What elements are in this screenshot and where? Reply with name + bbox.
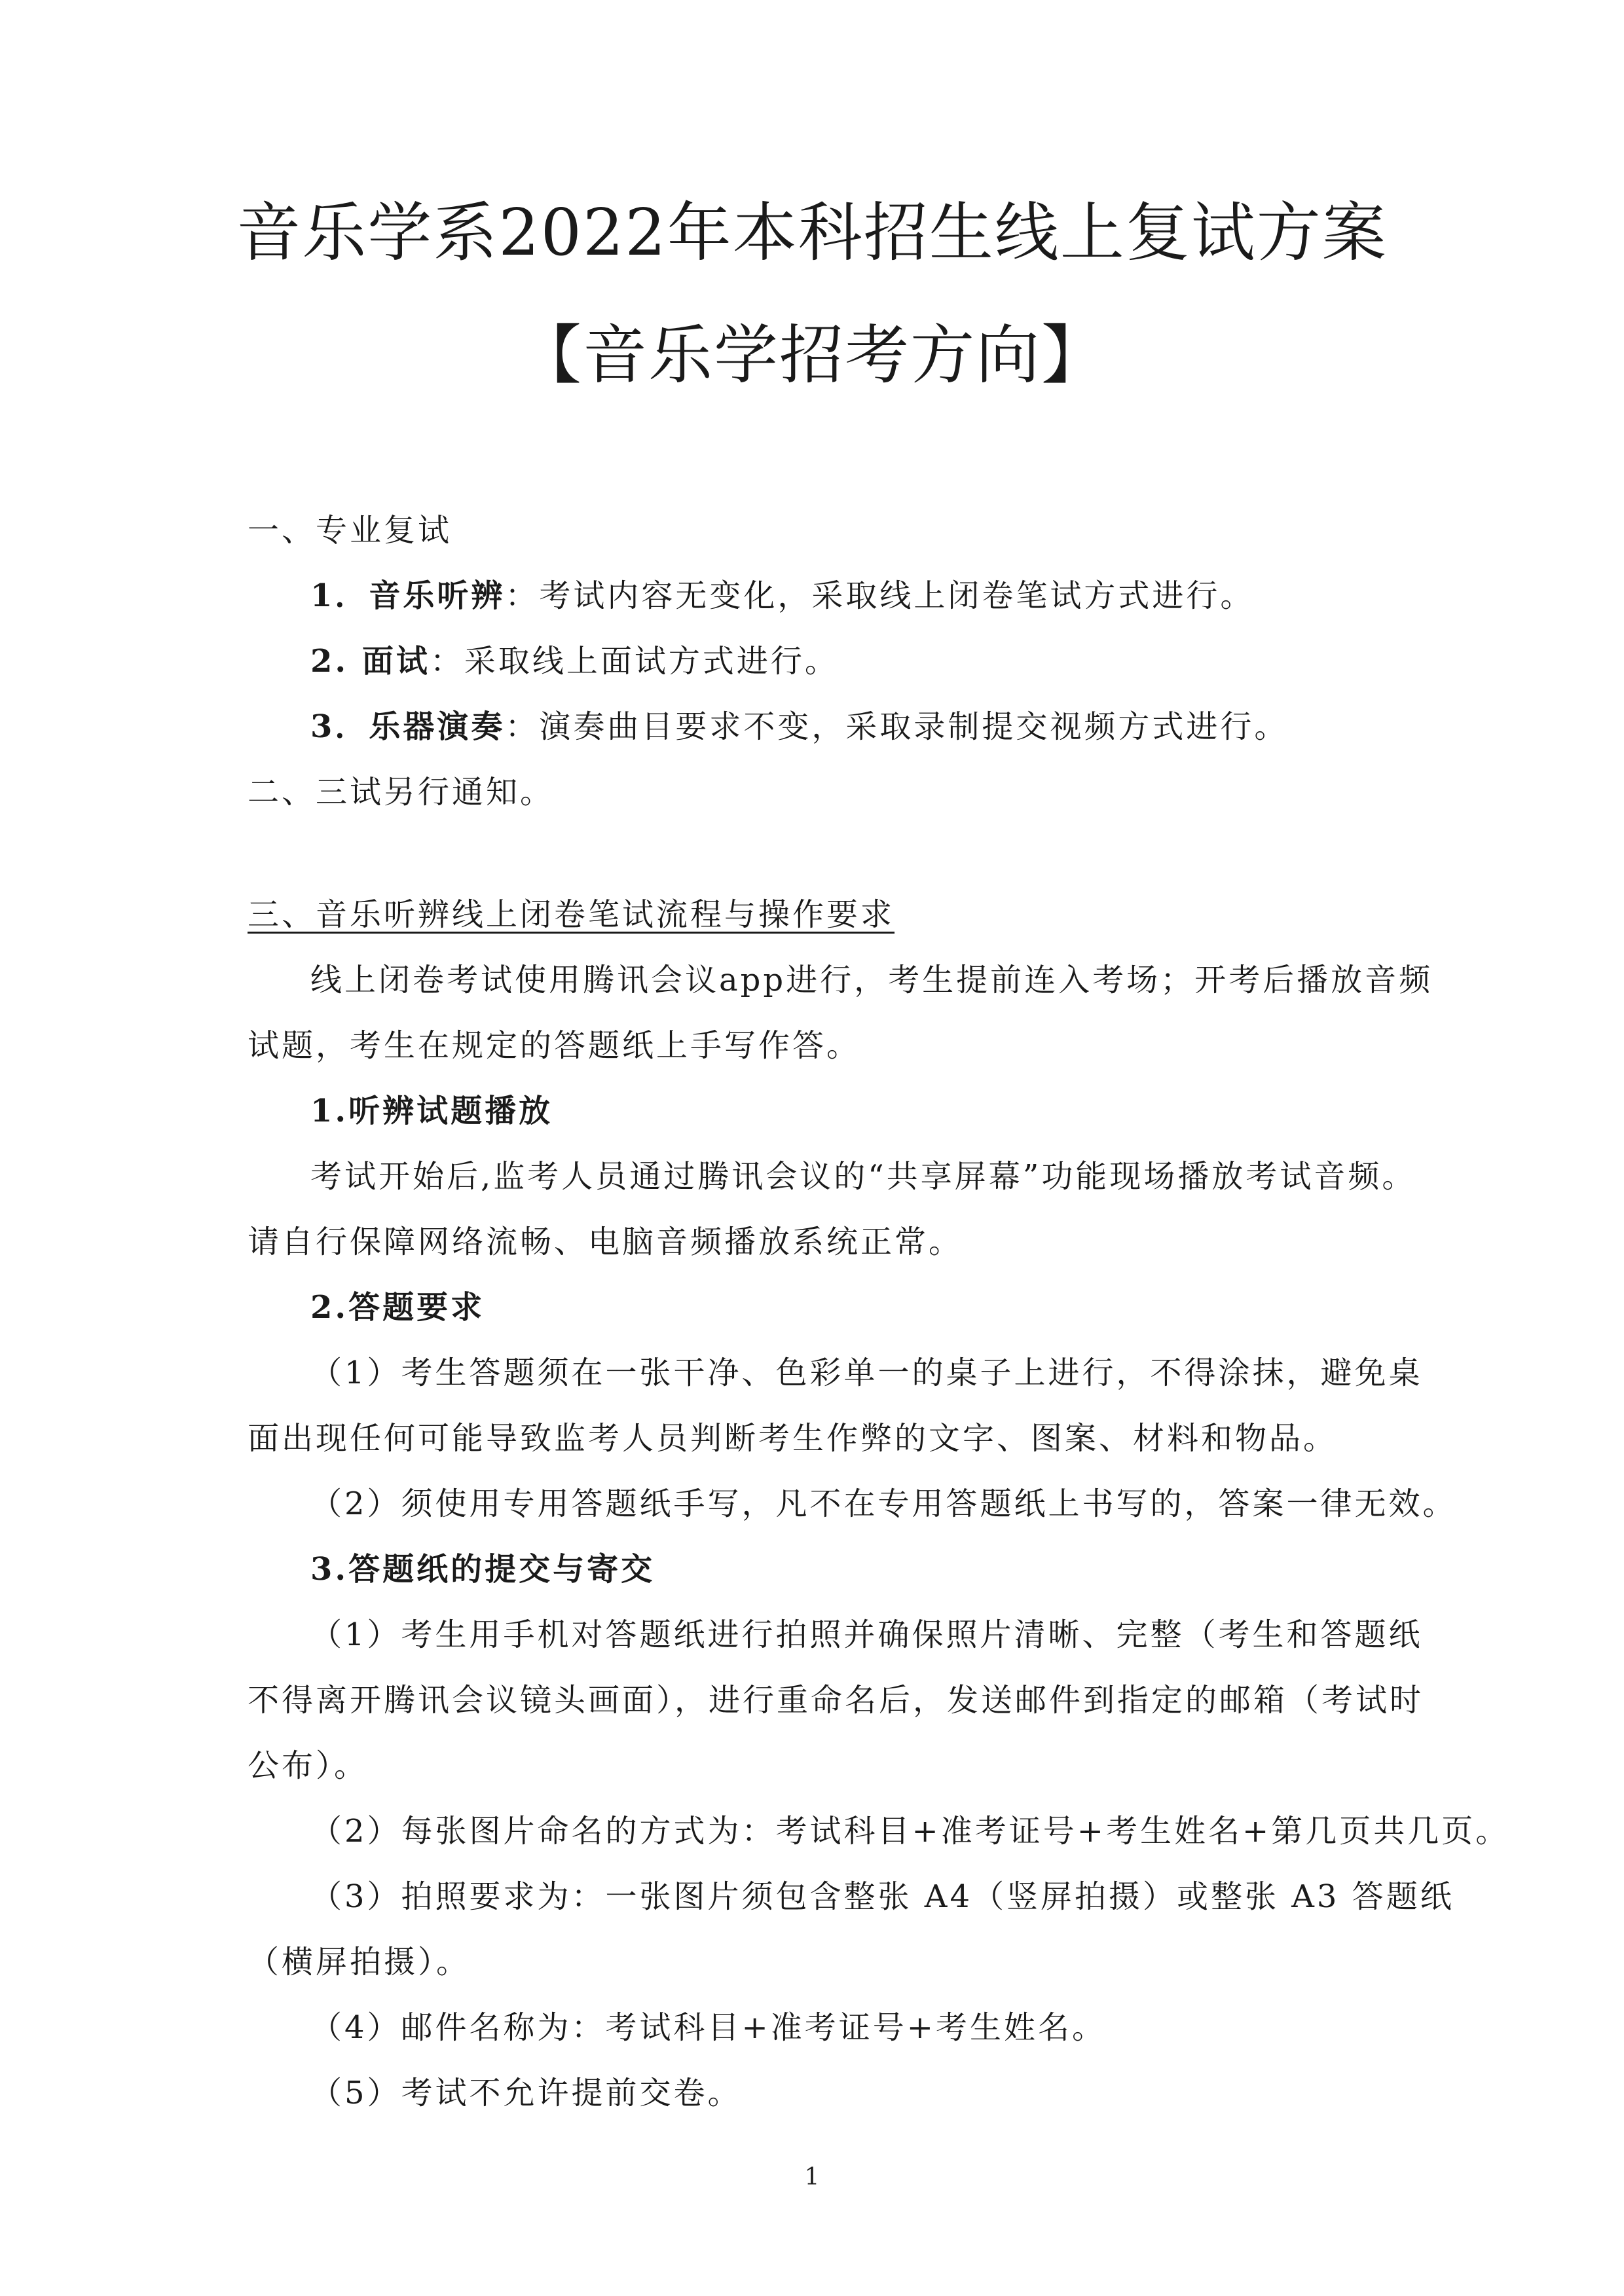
sub1-line1: 考试开始后,监考人员通过腾讯会议的“共享屏幕”功能现场播放考试音频。: [310, 1158, 1416, 1195]
item-text: ：演奏曲目要求不变，采取录制提交视频方式进行。: [505, 708, 1289, 745]
sub3-p1-line3: 公布）。: [248, 1747, 369, 1784]
item-label: 2. 面试: [310, 643, 430, 680]
item-text: ：采取线上面试方式进行。: [430, 643, 839, 680]
section1-item-2: [310, 641, 839, 682]
sub2-p1-line1: （1）考生答题须在一张干净、色彩单一的桌子上进行，不得涂抹，避免桌: [310, 1355, 1423, 1391]
sub3-p1-line1: （1）考生用手机对答题纸进行拍照并确保照片清晰、完整（考生和答题纸: [310, 1616, 1423, 1653]
item-label: 1．音乐听辨: [310, 577, 506, 614]
sub1-line2: 请自行保障网络流畅、电脑音频播放系统正常。: [248, 1224, 963, 1260]
sub3-p1-line2: 不得离开腾讯会议镜头画面），进行重命名后，发送邮件到指定的邮箱（考试时: [248, 1682, 1424, 1719]
section1-heading: 一、专业复试: [248, 512, 452, 549]
document-title: 音乐学系2022年本科招生线上复试方案: [236, 196, 1388, 270]
sub3-p3-line2: （横屏拍摄）。: [248, 1944, 471, 1980]
document-subtitle: 【音乐学招考方向】: [517, 318, 1107, 393]
sub3-p4: （4）邮件名称为：考试科目+准考证号+考生姓名。: [310, 2009, 1106, 2046]
section1-item-1: [310, 575, 1254, 616]
section1-item-3: [310, 706, 1288, 747]
sub3-p5: （5）考试不允许提前交卷。: [310, 2075, 742, 2111]
sub1-title: 1.听辨试题播放: [310, 1093, 553, 1129]
sub2-title: 2.答题要求: [310, 1289, 485, 1326]
sub2-p2: （2）须使用专用答题纸手写，凡不在专用答题纸上书写的，答案一律无效。: [310, 1485, 1457, 1522]
sub2-p1-line2: 面出现任何可能导致监考人员判断考生作弊的文字、图案、材料和物品。: [248, 1420, 1338, 1457]
page-number: 1: [804, 2164, 820, 2191]
section3-heading: 三、音乐听辨线上闭卷笔试流程与操作要求: [248, 896, 895, 933]
section3-intro-line2: 试题，考生在规定的答题纸上手写作答。: [248, 1027, 861, 1064]
sub3-p3-line1: （3）拍照要求为：一张图片须包含整张 A4（竖屏拍摄）或整张 A3 答题纸: [310, 1878, 1454, 1915]
sub3-title: 3.答题纸的提交与寄交: [310, 1551, 655, 1588]
sub3-p2: （2）每张图片命名的方式为：考试科目+准考证号+考生姓名+第几页共几页。: [310, 1813, 1510, 1850]
item-text: ：考试内容无变化，采取线上闭卷笔试方式进行。: [505, 577, 1255, 614]
item-label: 3．乐器演奏: [310, 708, 506, 745]
section2-heading: 二、三试另行通知。: [248, 774, 555, 811]
section3-intro-line1: 线上闭卷考试使用腾讯会议app进行，考生提前连入考场；开考后播放音频: [310, 962, 1433, 998]
